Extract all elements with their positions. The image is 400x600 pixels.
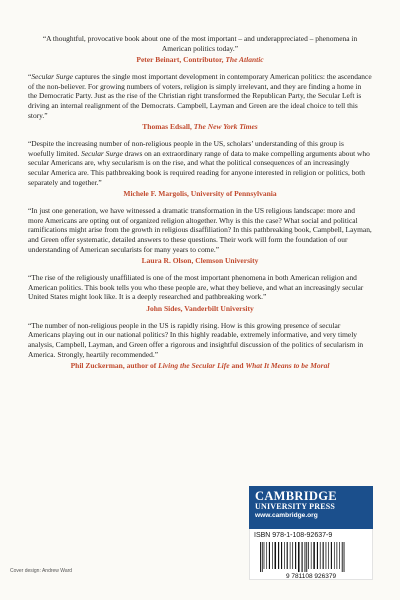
publisher-block (249, 486, 373, 580)
barcode-icon (254, 541, 368, 579)
endorsement-quote: “The rise of the religiously unaffiliated is one of the most important phenomena in both American religion and American politics. This book tells you who these people are, what they believe, and what an increasingly secular United States might look like. It is a deeply researched and pathbreaking work.” (28, 273, 364, 302)
endorsement-quote: “Despite the increasing number of non-religious people in the US, scholars’ understanding of this group is woefully limited. Secular Surge draws on an extraordinary range of data to make compelling arguments about who secular Americans are, why secularism is on the rise, and what the political consequences of an increasingly secular America are. This pathbreaking book is required reading for anyone interested in religion or politics, both separately and together.” (28, 139, 370, 187)
endorsement-attribution: Phil Zuckerman, author of Living the Secular Life and What It Means to be Moral (70, 361, 330, 371)
endorsement-2 (28, 72, 372, 132)
endorsement-6 (28, 321, 372, 371)
endorsements (28, 34, 372, 378)
endorsement-attribution: Peter Beinart, Contributor, The Atlantic (136, 55, 264, 65)
isbn-barcode-area (249, 529, 373, 580)
endorsement-quote: “The number of non-religious people in the US is rapidly rising. How is this growing presence of secular Americans playing out in our national politics? In this highly readable, extremely informative, and very timely analysis, Campbell, Layman, and Green offer a rigorous and insightful discussion of the politics of secularism in America. Strongly, heartily recommended.” (28, 320, 364, 359)
endorsement-quote: “Secular Surge captures the single most important development in contemporary American politics: the ascendance of the non-believer. For growing numbers of voters, religion is simply irrelevant, and they are finding a home in the Democratic Party. Just as the rise of the Christian right transformed the Republican Party, the Secular Left is driving an internal realignment of the Democrats. Campbell, Layman and Green are the ideal choice to tell this story.” (28, 72, 372, 120)
endorsement-attribution: John Sides, Vanderbilt University (146, 303, 254, 313)
barcode-digits: 9 781108 926379 (285, 573, 337, 579)
endorsement-attribution: Thomas Edsall, The New York Times (142, 122, 258, 132)
publisher-logo (249, 486, 373, 529)
endorsement-attribution: Laura R. Olson, Clemson University (141, 256, 259, 266)
isbn-label: ISBN 978-1-108-92637-9 (254, 532, 333, 539)
cover-credit: Cover design: Andrew Ward (10, 568, 73, 574)
endorsement-4 (28, 206, 372, 266)
endorsement-1 (28, 34, 372, 65)
endorsement-3 (28, 139, 372, 199)
publisher-name: CAMBRIDGE (255, 489, 337, 503)
publisher-url: www.cambridge.org (255, 512, 318, 519)
endorsement-5 (28, 273, 372, 314)
publisher-press: UNIVERSITY PRESS (255, 502, 336, 511)
endorsement-quote: “A thoughtful, provocative book about one of the most important – and underappreciated – phenomena in American politics today.” (42, 34, 358, 53)
endorsement-attribution: Michele F. Margolis, University of Pennsylvania (123, 189, 277, 199)
endorsement-quote: “In just one generation, we have witnessed a dramatic transformation in the US religious landscape: more and more Americans are opting out of organized religion altogether. Why is this the case? What social and political ramifications might arise from the growth in religious disaffiliation? In this pathbreaking book, Campbell, Layman, and Green offer systematic, detailed answers to these questions. Their work will form the foundation of our understanding of American secularists for many years to come.” (28, 206, 372, 254)
